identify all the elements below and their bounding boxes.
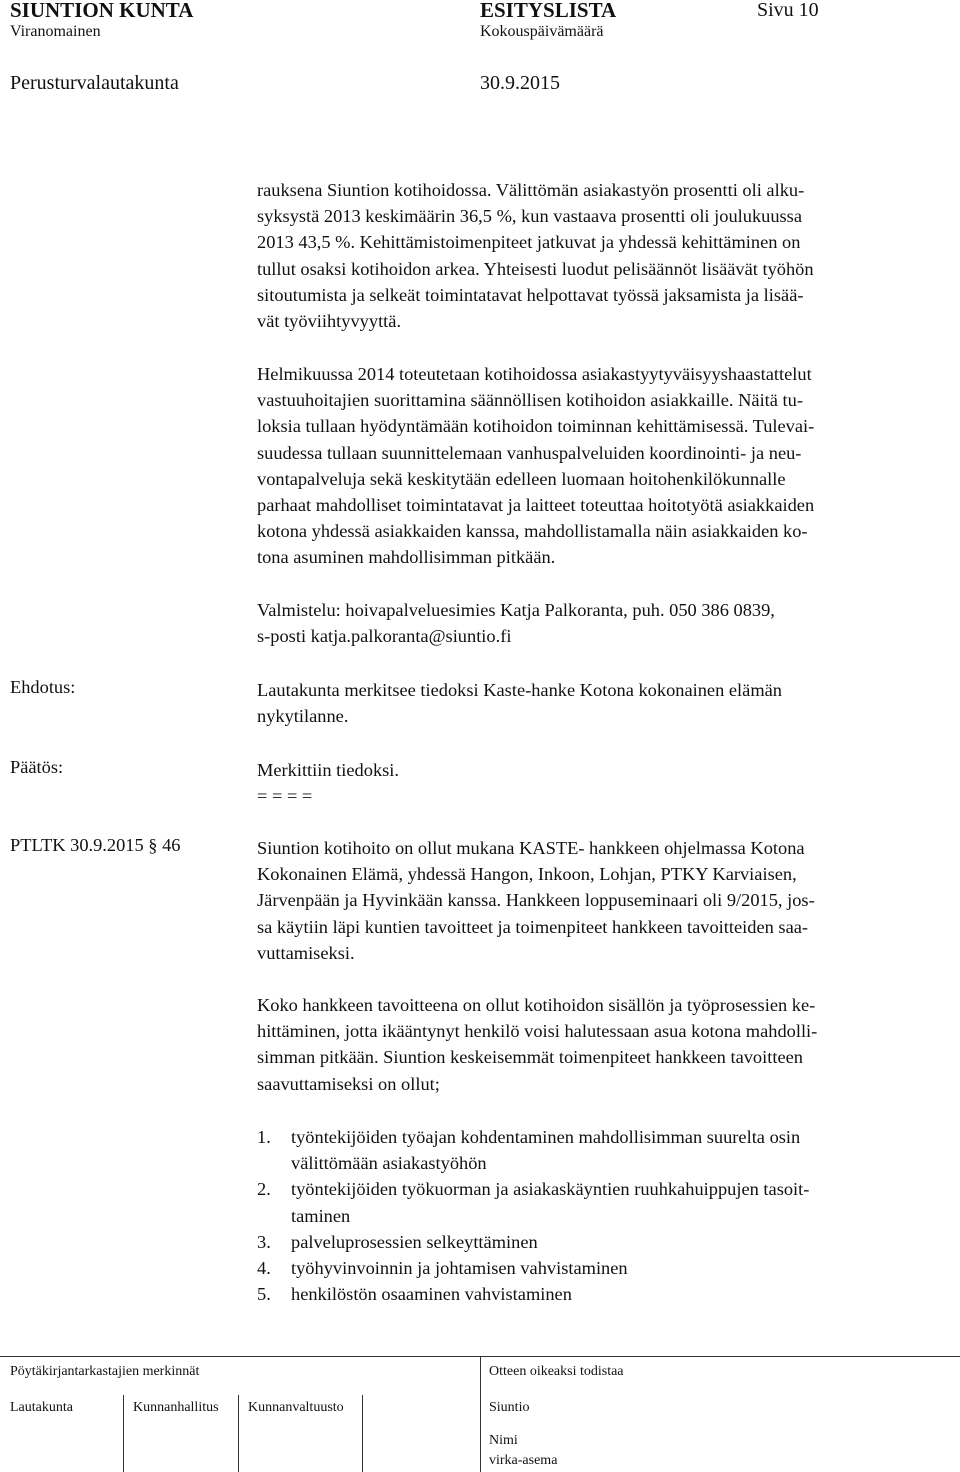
text-line: loksia tullaan hyödyntämään kotihoidon toiminnan kehittämisessä. Tulevai- xyxy=(257,416,815,437)
text-line: kotona yhdessä asiakkaiden kanssa, mahdollistamalla näin asiakkaiden ko- xyxy=(257,521,808,542)
footer-divider xyxy=(238,1395,239,1472)
date-label: Kokouspäivämäärä xyxy=(480,23,604,40)
name-label: Nimi xyxy=(489,1433,518,1448)
board-label: Lautakunta xyxy=(10,1400,73,1415)
text-line: suudessa tullaan suunnittelemaan vanhuspalveluiden koordinointi- ja neu- xyxy=(257,442,802,463)
list-number: 1. xyxy=(257,1127,271,1147)
text-line: tullut osaksi kotihoidon arkea. Yhteisesti luodut pelisäännöt lisäävät työhön xyxy=(257,258,814,279)
item-reference: PTLTK 30.9.2015 § 46 xyxy=(10,835,181,855)
text-line: sitoutumista ja selkeät toimintatavat helpottavat työssä jaksamista ja lisää- xyxy=(257,284,804,305)
place-label: Siuntio xyxy=(489,1400,530,1415)
text-line: parhaat mahdolliset toimintatavat ja laitteet toteuttaa hoitotyötä asiakkaiden xyxy=(257,495,815,516)
preparer-line: Valmistelu: hoivapalveluesimies Katja Palkoranta, puh. 050 386 0839, xyxy=(257,600,775,620)
doc-type: ESITYSLISTA xyxy=(480,0,617,22)
text-line: saavuttamiseksi on ollut; xyxy=(257,1073,440,1094)
footer-divider xyxy=(362,1395,363,1472)
list-item xyxy=(257,1255,947,1281)
footer-divider xyxy=(123,1395,124,1472)
text-line: vontapalveluja sekä keskitytään edelleen luomaan hoitohenkilökunnalle xyxy=(257,468,786,489)
assembly-label: Kunnanvaltuusto xyxy=(248,1400,344,1415)
preparer-contact: s-posti katja.palkoranta@siuntio.fi xyxy=(257,626,512,647)
decision-text xyxy=(257,757,947,809)
proposal-label: Ehdotus: xyxy=(10,677,76,697)
text-line: tona asuminen mahdollisimman pitkään. xyxy=(257,547,556,568)
authority-label: Viranomainen xyxy=(10,23,101,40)
preparer-info xyxy=(257,597,947,649)
list-number: 4. xyxy=(257,1258,271,1279)
text-line: syksystä 2013 keskimäärin 36,5 %, kun vastaava prosentti oli joulukuussa xyxy=(257,206,803,227)
reviewers-label: Pöytäkirjantarkastajien merkinnät xyxy=(10,1364,200,1379)
text-line: Lautakunta merkitsee tiedoksi Kaste-hanke Kotona kokonainen elämän xyxy=(257,680,782,700)
text-line: Kokonainen Elämä, yhdessä Hangon, Inkoon, Lohjan, PTKY Karviaisen, xyxy=(257,864,797,885)
list-text: työntekijöiden työajan kohdentaminen mahdollisimman suurelta osin xyxy=(291,1127,801,1147)
text-line: nykytilanne. xyxy=(257,706,349,727)
decision-label: Päätös: xyxy=(10,757,64,777)
text-line: simman pitkään. Siuntion keskeisemmät toimenpiteet hankkeen tavoitteen xyxy=(257,1047,803,1068)
list-item xyxy=(257,1281,947,1307)
separator: = = = = xyxy=(257,786,313,807)
text-line: vuttamiseksi. xyxy=(257,942,355,963)
org-name: SIUNTION KUNTA xyxy=(10,0,194,22)
list-text: taminen xyxy=(291,1205,351,1226)
list-number: 3. xyxy=(257,1231,271,1252)
list-number: 5. xyxy=(257,1284,271,1305)
text-line: sa käytiin läpi kuntien tavoitteet ja toimenpiteet hankkeen tavoitteiden saa- xyxy=(257,916,809,937)
page-number: Sivu 10 xyxy=(757,0,819,21)
council-label: Kunnanhallitus xyxy=(133,1400,219,1415)
certified-label: Otteen oikeaksi todistaa xyxy=(489,1364,624,1379)
text-line: Järvenpään ja Hyvinkään kanssa. Hankkeen loppuseminaari oli 9/2015, jos- xyxy=(257,890,815,911)
text-line: Helmikuussa 2014 toteutetaan kotihoidossa asiakastyytyväisyyshaastattelut xyxy=(257,364,812,384)
list-text: henkilöstön osaaminen vahvistaminen xyxy=(291,1284,572,1305)
text-line: Siuntion kotihoito on ollut mukana KASTE- hankkeen ohjelmassa Kotona xyxy=(257,838,805,858)
authority-name: Perusturvalautakunta xyxy=(10,72,179,94)
text-line: rauksena Siuntion kotihoidossa. Välittömän asiakastyön prosentti oli alku- xyxy=(257,180,805,200)
list-number: 2. xyxy=(257,1179,271,1200)
text-line: vät työviihtyvyyttä. xyxy=(257,311,402,332)
list-text: työhyvinvoinnin ja johtamisen vahvistaminen xyxy=(291,1258,628,1279)
footer-divider xyxy=(480,1357,481,1472)
paragraph-1 xyxy=(257,177,947,334)
measures-list xyxy=(257,1124,947,1307)
paragraph-4 xyxy=(257,992,947,1097)
text-line: 2013 43,5 %. Kehittämistoimenpiteet jatkuvat ja yhdessä kehittäminen on xyxy=(257,232,801,253)
list-item xyxy=(257,1176,947,1228)
signature-footer xyxy=(0,1356,960,1472)
list-item xyxy=(257,1229,947,1255)
text-line: vastuuhoitajien suorittamina säännöllisen kotihoidon asiakkaille. Näitä tu- xyxy=(257,390,803,411)
meeting-date: 30.9.2015 xyxy=(480,72,560,94)
proposal-text xyxy=(257,677,947,729)
position-label: virka-asema xyxy=(489,1453,558,1468)
text-line: hittäminen, jotta ikääntynyt henkilö voisi halutessaan asua kotona mahdolli- xyxy=(257,1021,818,1042)
list-text: työntekijöiden työkuorman ja asiakaskäyntien ruuhkahuippujen tasoit- xyxy=(291,1179,810,1200)
text-line: Koko hankkeen tavoitteena on ollut kotihoidon sisällön ja työprosessien ke- xyxy=(257,995,816,1015)
paragraph-3 xyxy=(257,835,947,966)
list-text: välittömään asiakastyöhön xyxy=(291,1153,487,1174)
list-item xyxy=(257,1124,947,1176)
text-line: Merkittiin tiedoksi. xyxy=(257,760,400,780)
paragraph-2 xyxy=(257,361,947,571)
list-text: palveluprosessien selkeyttäminen xyxy=(291,1231,538,1252)
